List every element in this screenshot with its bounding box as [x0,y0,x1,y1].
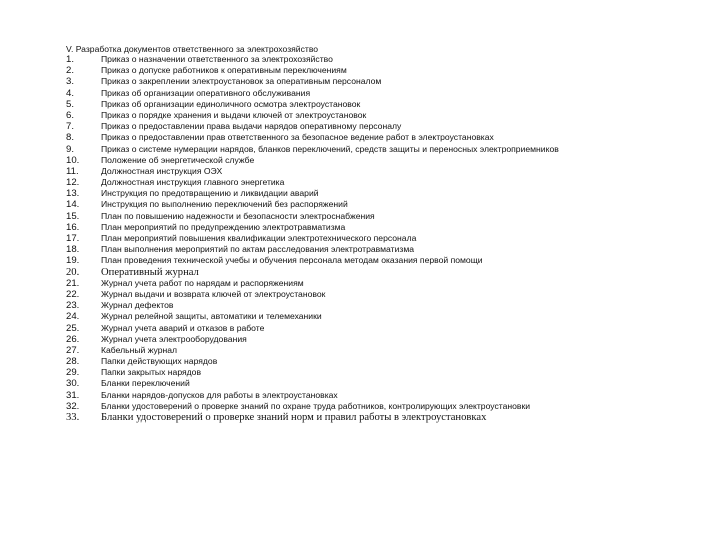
list-item [66,144,706,155]
item-text: Приказ о предоставлении прав ответственного за безопасное ведение работ в электроустановках [101,132,494,143]
item-number: 28. [66,356,80,368]
item-text: План по повышению надежности и безопасности электроснабжения [101,210,375,221]
document-list [66,54,706,423]
list-item [66,76,706,87]
item-text: Журнал дефектов [101,300,174,311]
item-number: 16. [66,221,80,233]
item-text: Бланки удостоверений о проверке знаний по охране труда работников, контролирующих электроустановки [101,400,531,411]
item-number: 8. [66,132,75,144]
item-text: Журнал выдачи и возврата ключей от электроустановок [101,288,326,299]
item-number: 18. [66,244,80,256]
item-text: План выполнения мероприятий по актам расследования электротравматизма [101,244,415,255]
item-text: Папки действующих нарядов [101,356,218,367]
item-number: 11. [66,165,79,177]
item-text: Журнал учета электрооборудования [101,333,247,344]
list-item [66,345,706,356]
item-number: 30. [66,378,80,390]
item-number: 7. [66,121,75,133]
item-number: 26. [66,333,80,345]
item-text: Бланки переключений [101,378,190,389]
list-item [66,401,706,412]
item-text: План мероприятий по предупреждению электротравматизма [101,221,346,232]
item-number: 21. [66,277,80,289]
section-heading: V. Разработка документов ответственного за электрохозяйство [66,44,319,54]
item-text: Оперативный журнал [101,266,199,278]
item-number: 3. [66,76,75,88]
item-text: Бланки нарядов-допусков для работы в электроустановках [101,389,338,400]
document [66,44,706,423]
item-number: 13. [66,188,80,200]
list-item [66,155,706,166]
list-item [66,311,706,322]
item-number: 6. [66,109,75,121]
list-item [66,367,706,378]
list-item [66,323,706,334]
item-number: 22. [66,288,80,300]
list-item [66,132,706,143]
item-text: Положение об энергетической службе [101,154,255,165]
item-text: Приказ об организации оперативного обслуживания [101,87,311,98]
item-number: 20. [66,266,80,278]
item-text: Приказ о порядке хранения и выдачи ключей от электроустановок [101,109,367,120]
item-number: 24. [66,311,80,323]
item-text: Приказ о закреплении электроустановок за оперативным персоналом [101,76,382,87]
list-item [66,110,706,121]
item-text: Журнал релейной защиты, автоматики и телемеханики [101,311,322,322]
item-number: 23. [66,300,80,312]
item-number: 14. [66,199,80,211]
item-number: 29. [66,367,80,379]
list-item [66,255,706,266]
item-text: Журнал учета аварий и отказов в работе [101,322,265,333]
list-item [66,289,706,300]
item-text: Приказ о системе нумерации нарядов, бланков переключений, средств защиты и переносных электроприемников [101,143,559,154]
item-text: Бланки удостоверений о проверке знаний норм и правил работы в электроустановках [101,412,487,423]
list-item [66,65,706,76]
list-item [66,390,706,401]
list-item [66,356,706,367]
list-item [66,188,706,199]
list-item [66,278,706,289]
item-text: Должностная инструкция главного энергетика [101,177,285,188]
item-text: Журнал учета работ по нарядам и распоряжениям [101,277,304,288]
item-text: Инструкция по выполнению переключений без распоряжений [101,199,348,210]
item-text: План мероприятий повышения квалификации электротехнического персонала [101,233,417,243]
list-item [66,412,706,423]
item-text: Приказ о предоставлении права выдачи нарядов оперативному персоналу [101,121,402,132]
list-item [66,199,706,210]
item-number: 12. [66,177,80,189]
item-text: Кабельный журнал [101,344,178,355]
item-number: 10. [66,154,80,166]
item-number: 32. [66,400,80,412]
item-number: 2. [66,65,75,77]
item-number: 5. [66,98,75,110]
list-item [66,121,706,132]
list-item [66,244,706,255]
item-text: План проведения технической учебы и обучения персонала методам оказания первой помощи [101,255,483,266]
item-number: 4. [66,87,75,99]
item-number: 25. [66,322,80,334]
item-text: Должностная инструкция ОЭХ [101,165,223,176]
list-item [66,334,706,345]
item-number: 31. [66,389,80,401]
item-number: 27. [66,344,80,356]
item-number: 1. [66,54,75,65]
item-number: 9. [66,143,75,155]
list-item [66,211,706,222]
item-text: Приказ об организации единоличного осмотра электроустановок [101,98,361,109]
item-number: 15. [66,210,80,222]
item-text: Папки закрытых нарядов [101,367,202,378]
list-item [66,222,706,233]
item-text: Приказ о допуске работников к оперативным переключениям [101,65,347,76]
item-text: Инструкция по предотвращению и ликвидации аварий [101,188,319,199]
list-item [66,267,706,278]
list-item [66,54,706,65]
list-item [66,88,706,99]
list-item [66,177,706,188]
item-number: 17. [66,233,80,244]
list-item [66,166,706,177]
item-text: Приказ о назначении ответственного за электрохозяйство [101,54,333,64]
list-item [66,378,706,389]
list-item [66,300,706,311]
item-number: 19. [66,255,80,267]
item-number: 33. [66,412,80,423]
list-item [66,99,706,110]
list-item [66,233,706,244]
